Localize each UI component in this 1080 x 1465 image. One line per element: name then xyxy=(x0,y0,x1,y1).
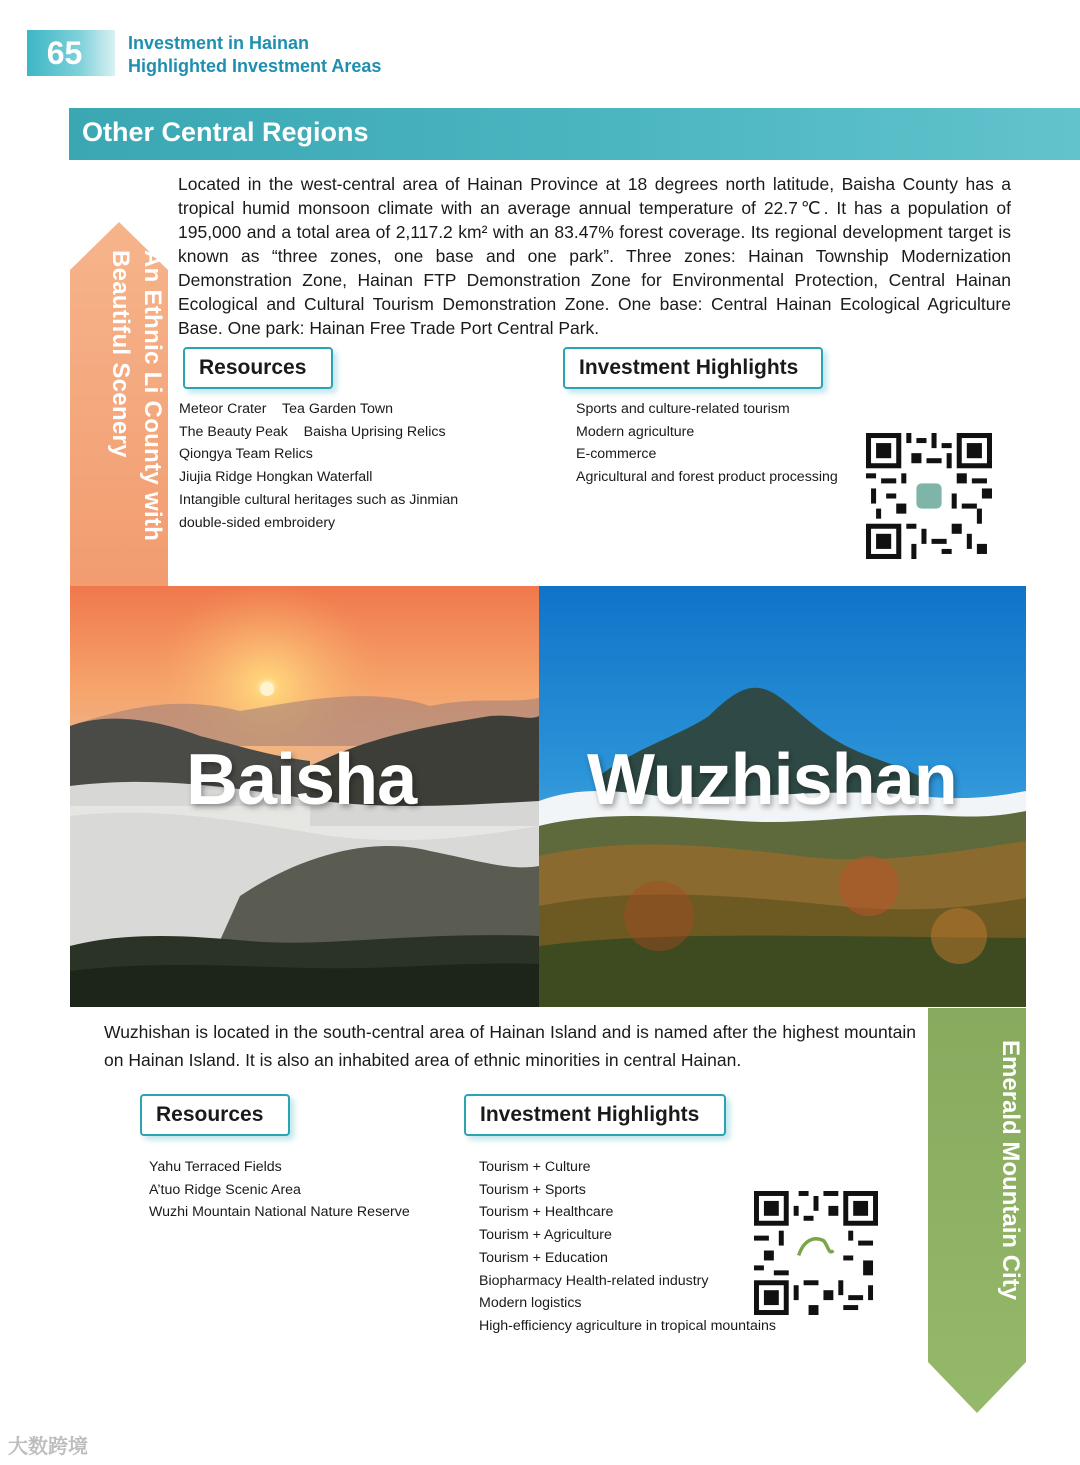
wuzhishan-intro: Wuzhishan is located in the south-central area of Hainan Island and is named after the highest mountain on Hainan Island. It is also an inhabited area of ethnic minorities in central Hainan. xyxy=(104,1022,916,1070)
header-title: Investment in Hainan xyxy=(128,33,310,53)
list-item: Modern logistics xyxy=(479,1295,582,1312)
wuzhishan-resources-tag: Resources xyxy=(140,1094,290,1136)
baisha-qr-code[interactable] xyxy=(866,433,992,559)
list-item: Modern agriculture xyxy=(576,423,695,440)
baisha-resources-tag: Resources xyxy=(183,347,333,389)
list-item: Agricultural and forest product processing xyxy=(576,469,838,486)
list-item: Wuzhi Mountain National Nature Reserve xyxy=(149,1204,410,1221)
list-item: Tourism + Culture xyxy=(479,1159,591,1175)
list-item: Yahu Terraced Fields xyxy=(149,1159,282,1175)
wuzhishan-ribbon-text: Emerald Mountain City xyxy=(997,1040,1024,1301)
list-item: Tourism + Education xyxy=(479,1249,608,1266)
baisha-intro: Located in the west-central area of Hainan Province at 18 degrees north latitude, Baisha County has a tropical humid monsoon climate with an average annual temperature of 22.7℃. It has a population of 195,000 and a total area of 2,117.2 km² with an 83.47% forest coverage. Its regional development target is known as “three zones, one base and one park”. Three zones: Hainan Township Modernization Demonstration Zone, Hainan FTP Demonstration Zone for Environmental Protection, Central Hainan Ecological and Cultural Tourism Demonstration Zone. One base: Central Hainan Ecological Agriculture Base. One park: Hainan Free Trade Port Central Park. xyxy=(178,174,1011,338)
list-item: High-efficiency agriculture in tropical mountains xyxy=(479,1317,777,1334)
baisha-photo xyxy=(70,586,539,1007)
list-item: Intangible cultural heritages such as Jinmian xyxy=(179,491,459,508)
page-number: 65 xyxy=(46,35,83,71)
list-item: Sports and culture-related tourism xyxy=(576,401,790,417)
baisha-highlights-list xyxy=(576,398,838,489)
header-subtitle: Highlighted Investment Areas xyxy=(128,56,382,76)
wuzhishan-resources-list xyxy=(149,1156,410,1224)
list-item: Biopharmacy Health-related industry xyxy=(479,1272,709,1289)
list-item: A’tuo Ridge Scenic Area xyxy=(149,1181,301,1198)
baisha-ribbon-text: An Ethnic Li County with Beautiful Scenery xyxy=(107,250,166,542)
wuzhishan-highlights-tag: Investment Highlights xyxy=(464,1094,726,1136)
wuzhishan-qr-code[interactable] xyxy=(754,1191,878,1315)
watermark: 大数跨境 xyxy=(8,1436,88,1458)
list-item: Tourism + Agriculture xyxy=(479,1227,612,1244)
wuzhishan-highlights-list xyxy=(479,1156,776,1338)
baisha-resources-list xyxy=(179,398,458,534)
baisha-photo-title: Baisha xyxy=(186,740,417,820)
list-item: Jiujia Ridge Hongkan Waterfall xyxy=(179,469,373,486)
list-item: double-sided embroidery xyxy=(179,514,336,531)
list-item: Meteor Crater Tea Garden Town xyxy=(179,401,393,417)
list-item: Qiongya Team Relics xyxy=(179,446,313,463)
list-item: The Beauty Peak Baisha Uprising Relics xyxy=(179,423,446,440)
list-item: Tourism + Healthcare xyxy=(479,1204,614,1221)
wuzhishan-photo xyxy=(539,586,1026,1007)
list-item: E-commerce xyxy=(576,446,657,463)
section-title: Other Central Regions xyxy=(82,117,369,147)
wuzhishan-photo-title: Wuzhishan xyxy=(587,740,957,820)
baisha-highlights-tag: Investment Highlights xyxy=(563,347,823,389)
list-item: Tourism + Sports xyxy=(479,1181,586,1198)
